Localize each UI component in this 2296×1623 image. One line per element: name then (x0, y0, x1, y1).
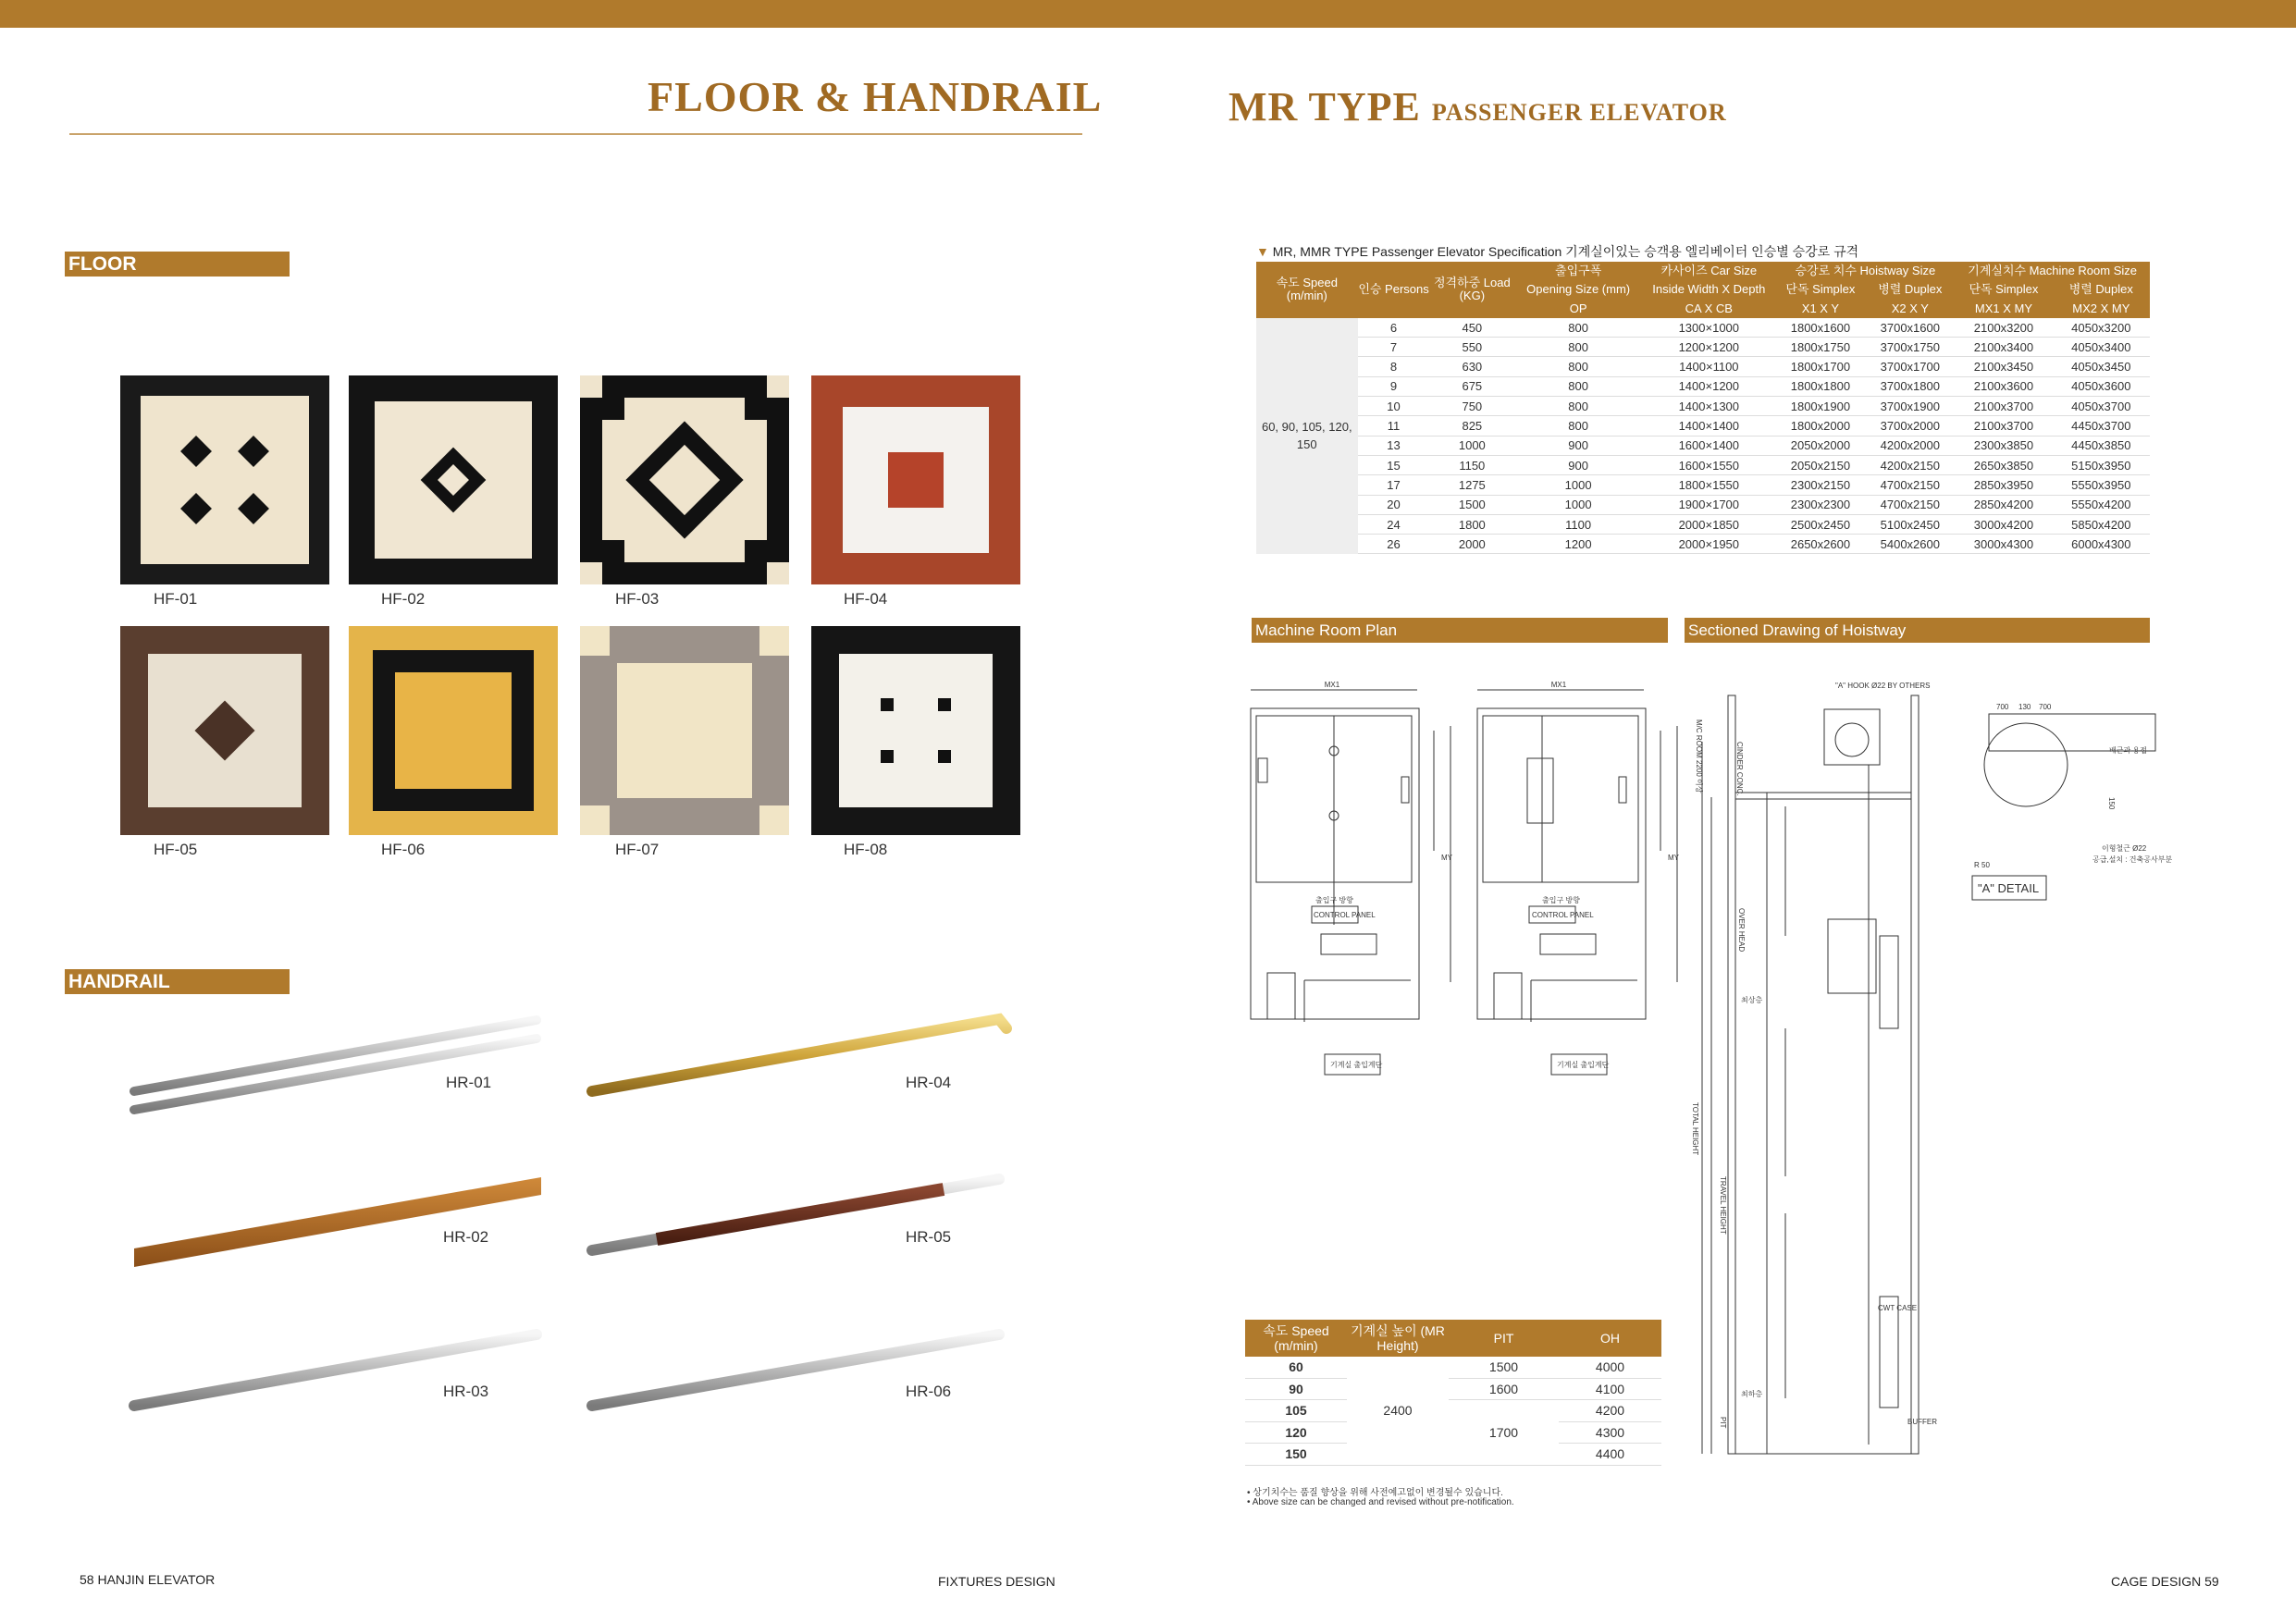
spec-cell: 4700x2150 (1865, 495, 1955, 514)
floor-tile-hf-07 (580, 626, 789, 835)
mr-pit: 1500 (1449, 1357, 1559, 1378)
spec-cell: 4050x3450 (2053, 357, 2150, 376)
spec-cell: 5100x2450 (1865, 514, 1955, 534)
rail-caption: HR-03 (443, 1383, 489, 1400)
spec-speed-cell: 60, 90, 105, 120, 150 (1256, 318, 1358, 554)
tile-caption: HF-03 (615, 590, 660, 608)
spec-cell: 2100x3700 (1955, 397, 2052, 416)
spec-cell: 2100x3700 (1955, 416, 2052, 436)
tile-caption: HF-01 (154, 590, 198, 608)
title-underline (69, 133, 1082, 135)
th-opening-top: 출입구폭 (1514, 262, 1642, 280)
svg-text:이형철근 Ø22: 이형철근 Ø22 (2102, 844, 2147, 853)
spec-row (1256, 357, 2150, 376)
spec-cell: 800 (1514, 416, 1642, 436)
spec-cell: 1900×1700 (1642, 495, 1775, 514)
note-korean: • 상기치수는 품질 향상을 위해 사전예고없이 변경될수 있습니다. (1247, 1488, 1503, 1498)
spec-cell: 5850x4200 (2053, 514, 2150, 534)
th-load: 정격하중 Load (KG) (1430, 262, 1515, 318)
spec-cell: 11 (1358, 416, 1430, 436)
th-x2: X2 X Y (1865, 300, 1955, 318)
spec-cell: 900 (1514, 436, 1642, 455)
mr-pit: 1700 (1449, 1400, 1559, 1466)
tile-caption: HF-02 (381, 590, 426, 608)
spec-row (1256, 535, 2150, 554)
spec-cell: 1800x2000 (1775, 416, 1865, 436)
spec-cell: 4050x3700 (2053, 397, 2150, 416)
spec-cell: 450 (1430, 318, 1515, 338)
svg-text:BUFFER: BUFFER (1907, 1418, 1937, 1426)
svg-text:PIT: PIT (1719, 1417, 1727, 1429)
spec-cell: 4050x3200 (2053, 318, 2150, 338)
th-op: OP (1514, 300, 1642, 318)
spec-cell: 750 (1430, 397, 1515, 416)
spec-cell: 1600×1550 (1642, 455, 1775, 474)
svg-text:공급,설치 : 건축공사부분: 공급,설치 : 건축공사부분 (2092, 855, 2173, 864)
mr-oh: 4400 (1559, 1444, 1661, 1466)
spec-cell: 1800×1550 (1642, 475, 1775, 495)
spec-cell: 1000 (1430, 436, 1515, 455)
tile-caption: HF-08 (844, 841, 888, 858)
floor-tile-hf-01 (120, 375, 329, 584)
spec-row (1256, 338, 2150, 357)
th-mr-pit: PIT (1449, 1320, 1559, 1357)
spec-cell: 550 (1430, 338, 1515, 357)
spec-cell: 4450x3700 (2053, 416, 2150, 436)
spec-cell: 1400×1300 (1642, 397, 1775, 416)
footer-right: CAGE DESIGN 59 (2111, 1574, 2219, 1589)
spec-cell: 5150x3950 (2053, 455, 2150, 474)
spec-cell: 5550x4200 (2053, 495, 2150, 514)
mr-height-table (1245, 1320, 1661, 1466)
mr-oh: 4100 (1559, 1378, 1661, 1400)
svg-text:MX1: MX1 (1550, 681, 1567, 689)
spec-cell: 3700x1800 (1865, 376, 1955, 396)
spec-cell: 2850x3950 (1955, 475, 2052, 495)
spec-cell: 5400x2600 (1865, 535, 1955, 554)
mr-speed: 60 (1245, 1357, 1347, 1378)
triangle-icon: ▼ (1256, 244, 1273, 259)
svg-text:"A" DETAIL: "A" DETAIL (1978, 881, 2040, 895)
spec-cell: 10 (1358, 397, 1430, 416)
spec-cell: 4050x3400 (2053, 338, 2150, 357)
spec-cell: 2050x2150 (1775, 455, 1865, 474)
sectioned-drawing-bar: Sectioned Drawing of Hoistway (1685, 618, 2150, 643)
spec-cell: 1400×1400 (1642, 416, 1775, 436)
th-x1: X1 X Y (1775, 300, 1865, 318)
svg-text:130: 130 (2018, 703, 2031, 711)
spec-cell: 800 (1514, 338, 1642, 357)
spec-row (1256, 318, 2150, 338)
svg-text:배근과 용접: 배근과 용접 (2109, 746, 2147, 755)
spec-cell: 2300x3850 (1955, 436, 2052, 455)
spec-cell: 1150 (1430, 455, 1515, 474)
machine-room-plan-bar: Machine Room Plan (1252, 618, 1668, 643)
svg-text:MX1: MX1 (1324, 681, 1340, 689)
spec-cell: 3700x1750 (1865, 338, 1955, 357)
svg-text:150: 150 (2107, 797, 2116, 810)
spec-cell: 2300x2300 (1775, 495, 1865, 514)
spec-cell: 3000x4300 (1955, 535, 2052, 554)
spec-cell: 2100x3600 (1955, 376, 2052, 396)
spec-cell: 13 (1358, 436, 1430, 455)
spec-row (1256, 436, 2150, 455)
floor-tile-hf-05 (120, 626, 329, 835)
spec-cell: 4700x2150 (1865, 475, 1955, 495)
spec-cell: 3700x2000 (1865, 416, 1955, 436)
floor-section-bar: FLOOR (65, 252, 290, 277)
spec-cell: 8 (1358, 357, 1430, 376)
spec-cell: 6 (1358, 318, 1430, 338)
mr-pit: 1600 (1449, 1378, 1559, 1400)
spec-cell: 2050x2000 (1775, 436, 1865, 455)
svg-text:출입구 방향: 출입구 방향 (1315, 896, 1353, 904)
th-msimplex: 단독 Simplex (1955, 280, 2052, 299)
spec-cell: 26 (1358, 535, 1430, 554)
spec-cell: 1300×1000 (1642, 318, 1775, 338)
machine-room-plan-drawing (1240, 675, 1684, 1100)
spec-cell: 630 (1430, 357, 1515, 376)
spec-cell: 1200×1200 (1642, 338, 1775, 357)
mr-speed: 150 (1245, 1444, 1347, 1466)
spec-row (1256, 455, 2150, 474)
spec-cell: 2100x3400 (1955, 338, 2052, 357)
spec-row (1256, 475, 2150, 495)
spec-cell: 1100 (1514, 514, 1642, 534)
title-small: PASSENGER ELEVATOR (1431, 99, 1727, 126)
spec-cell: 9 (1358, 376, 1430, 396)
spec-cell: 2100x3450 (1955, 357, 2052, 376)
spec-table (1256, 262, 2150, 554)
spec-cell: 1275 (1430, 475, 1515, 495)
top-bar (0, 0, 2296, 28)
mr-value: 2400 (1347, 1357, 1449, 1465)
mr-oh: 4000 (1559, 1357, 1661, 1378)
spec-cell: 7 (1358, 338, 1430, 357)
spec-cell: 1000 (1514, 495, 1642, 514)
spec-cell: 1800x1600 (1775, 318, 1865, 338)
rail-caption: HR-04 (906, 1074, 952, 1091)
spec-row (1256, 495, 2150, 514)
th-duplex: 병렬 Duplex (1865, 280, 1955, 299)
th-hoist-top: 승강로 치수 Hoistway Size (1775, 262, 1955, 280)
th-persons: 인승 Persons (1358, 262, 1430, 318)
th-mr-speed: 속도 Speed (m/min) (1245, 1320, 1347, 1357)
spec-cell: 2000×1950 (1642, 535, 1775, 554)
spec-cell: 825 (1430, 416, 1515, 436)
svg-text:최하층: 최하층 (1741, 1390, 1763, 1398)
svg-text:CONTROL PANEL: CONTROL PANEL (1532, 911, 1594, 919)
spec-cell: 1800x1700 (1775, 357, 1865, 376)
spec-cell: 1500 (1430, 495, 1515, 514)
th-mx1: MX1 X MY (1955, 300, 2052, 318)
svg-text:"A" HOOK Ø22 BY OTHERS: "A" HOOK Ø22 BY OTHERS (1835, 682, 1931, 690)
spec-cell: 4450x3850 (2053, 436, 2150, 455)
handrail-images (111, 999, 1036, 1461)
spec-cell: 2500x2450 (1775, 514, 1865, 534)
page-title-right (1228, 83, 1727, 130)
svg-text:700: 700 (1996, 703, 2009, 711)
mr-speed: 90 (1245, 1378, 1347, 1400)
spec-cell: 1800x1750 (1775, 338, 1865, 357)
note-english: • Above size can be changed and revised without pre-notification. (1247, 1497, 1514, 1507)
spec-cell: 6000x4300 (2053, 535, 2150, 554)
svg-text:CINDER CONC.: CINDER CONC. (1735, 742, 1744, 796)
spec-cell: 1600×1400 (1642, 436, 1775, 455)
svg-text:M/C ROOM 2200 이상: M/C ROOM 2200 이상 (1695, 719, 1703, 793)
spec-cell: 800 (1514, 357, 1642, 376)
spec-cell: 3700x1700 (1865, 357, 1955, 376)
spec-cell: 1400×1100 (1642, 357, 1775, 376)
th-mx2: MX2 X MY (2053, 300, 2150, 318)
spec-cell: 2000 (1430, 535, 1515, 554)
spec-cell: 675 (1430, 376, 1515, 396)
floor-tile-hf-03 (580, 375, 789, 584)
title-big: MR TYPE (1228, 84, 1421, 129)
rail-caption: HR-06 (906, 1383, 952, 1400)
svg-text:기계실 출입계단: 기계실 출입계단 (1330, 1061, 1383, 1069)
svg-text:OVER HEAD: OVER HEAD (1737, 908, 1746, 953)
spec-cell: 15 (1358, 455, 1430, 474)
page-title-left: FLOOR & HANDRAIL (648, 73, 1103, 120)
spec-cell: 24 (1358, 514, 1430, 534)
spec-cell: 20 (1358, 495, 1430, 514)
spec-cell: 1200 (1514, 535, 1642, 554)
th-mduplex: 병렬 Duplex (2053, 280, 2150, 299)
spec-cell: 17 (1358, 475, 1430, 495)
spec-row (1256, 514, 2150, 534)
svg-text:기계실 출입계단: 기계실 출입계단 (1557, 1061, 1610, 1069)
spec-cell: 5550x3950 (2053, 475, 2150, 495)
mr-oh: 4200 (1559, 1400, 1661, 1422)
floor-tile-hf-02 (349, 375, 558, 584)
spec-cell: 2100x3200 (1955, 318, 2052, 338)
spec-caption: ▼ MR, MMR TYPE Passenger Elevator Specification 기계실이있는 승객용 엘리베이터 인승별 승강로 규격 (1256, 244, 1859, 259)
spec-cell: 1000 (1514, 475, 1642, 495)
spec-row (1256, 397, 2150, 416)
hr-01-rail (134, 1020, 537, 1110)
svg-text:최상층: 최상층 (1741, 996, 1763, 1004)
spec-cell: 1800x1800 (1775, 376, 1865, 396)
th-mr-oh: OH (1559, 1320, 1661, 1357)
mr-oh: 4300 (1559, 1421, 1661, 1444)
spec-cell: 2650x2600 (1775, 535, 1865, 554)
svg-text:R 50: R 50 (1974, 861, 1990, 869)
svg-text:TOTAL HEIGHT: TOTAL HEIGHT (1691, 1102, 1699, 1156)
th-speed: 속도 Speed (m/min) (1256, 262, 1358, 318)
tile-caption: HF-04 (844, 590, 888, 608)
svg-text:CWT CASE: CWT CASE (1878, 1304, 1918, 1312)
spec-cell: 800 (1514, 376, 1642, 396)
hr-02-rail (134, 1177, 541, 1267)
th-opening: Opening Size (mm) (1514, 280, 1642, 299)
th-simplex: 단독 Simplex (1775, 280, 1865, 299)
th-mach-top: 기계실치수 Machine Room Size (1955, 262, 2150, 280)
spec-cell: 800 (1514, 397, 1642, 416)
th-ca: CA X CB (1642, 300, 1775, 318)
spec-cell: 4050x3600 (2053, 376, 2150, 396)
spec-row (1256, 416, 2150, 436)
svg-text:출입구 방향: 출입구 방향 (1542, 896, 1580, 904)
spec-cell: 1800 (1430, 514, 1515, 534)
spec-cell: 1800x1900 (1775, 397, 1865, 416)
th-mr-height: 기계실 높이 (MR Height) (1347, 1320, 1449, 1357)
spec-cell: 800 (1514, 318, 1642, 338)
tile-caption: HF-07 (615, 841, 660, 858)
rail-caption: HR-05 (906, 1228, 952, 1246)
floor-tile-hf-06 (349, 626, 558, 835)
svg-text:700: 700 (2039, 703, 2052, 711)
spec-cell: 2850x4200 (1955, 495, 2052, 514)
tile-caption: HF-06 (381, 841, 426, 858)
spec-cell: 3000x4200 (1955, 514, 2052, 534)
floor-tile-hf-08 (811, 626, 1020, 835)
th-car-top: 카사이즈 Car Size (1642, 262, 1775, 280)
spec-cell: 3700x1600 (1865, 318, 1955, 338)
svg-text:MY: MY (1668, 854, 1679, 862)
spec-cell: 2300x2150 (1775, 475, 1865, 495)
th-car: Inside Width X Depth (1642, 280, 1775, 299)
spec-cell: 900 (1514, 455, 1642, 474)
footer-left: 58 HANJIN ELEVATOR (80, 1572, 216, 1587)
spec-cell: 2650x3850 (1955, 455, 2052, 474)
svg-text:TRAVEL HEIGHT: TRAVEL HEIGHT (1719, 1176, 1727, 1235)
sectioned-hoistway-drawing (1684, 658, 2173, 1472)
spec-cell: 3700x1900 (1865, 397, 1955, 416)
spec-cell: 2000×1850 (1642, 514, 1775, 534)
mr-speed: 120 (1245, 1421, 1347, 1444)
mr-speed: 105 (1245, 1400, 1347, 1422)
spec-cell: 4200x2150 (1865, 455, 1955, 474)
footer-center: FIXTURES DESIGN (938, 1574, 1055, 1589)
rail-caption: HR-01 (446, 1074, 492, 1091)
tile-caption: HF-05 (154, 841, 198, 858)
floor-tile-hf-04 (811, 375, 1020, 584)
handrail-section-bar: HANDRAIL (65, 969, 290, 994)
svg-text:CONTROL PANEL: CONTROL PANEL (1314, 911, 1376, 919)
spec-row (1256, 376, 2150, 396)
spec-cell: 1400×1200 (1642, 376, 1775, 396)
svg-text:MY: MY (1441, 854, 1452, 862)
rail-caption: HR-02 (443, 1228, 489, 1246)
spec-cell: 4200x2000 (1865, 436, 1955, 455)
